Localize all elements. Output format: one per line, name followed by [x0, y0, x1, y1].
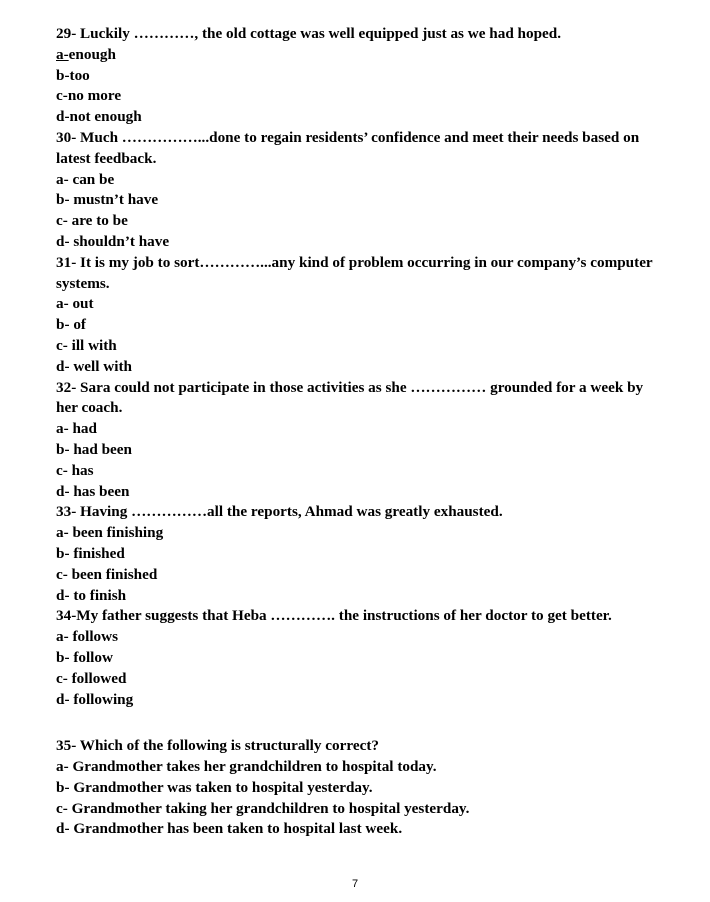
option-text: not enough: [69, 108, 142, 126]
option-text: Grandmother has been taken to hospital last week.: [69, 820, 403, 838]
question-number: 31: [56, 253, 72, 271]
option-a: [56, 757, 656, 778]
option-c: [56, 669, 656, 690]
question-33: [56, 502, 656, 523]
option-letter: d-: [56, 820, 70, 838]
option-d: [56, 232, 656, 253]
option-letter: c-: [56, 799, 68, 817]
option-text: finished: [69, 544, 125, 562]
option-letter: d-: [56, 482, 70, 500]
option-c: [56, 86, 656, 107]
option-letter: d-: [56, 586, 70, 604]
question-30: [56, 128, 656, 170]
option-d: [56, 107, 656, 128]
option-letter: b-: [56, 648, 70, 666]
question-number: 30: [56, 128, 72, 146]
option-text: had: [68, 420, 97, 438]
option-letter: a-: [56, 295, 69, 313]
option-d: [56, 482, 656, 503]
option-d: [56, 819, 656, 840]
option-letter: a-: [56, 524, 69, 542]
option-text: shouldn’t have: [69, 232, 170, 250]
option-letter: c-: [56, 669, 68, 687]
option-text: been finishing: [68, 524, 164, 542]
option-a: [56, 294, 656, 315]
question-29: [56, 24, 656, 45]
option-text: Grandmother takes her grandchildren to hospital today.: [68, 758, 437, 776]
option-letter: d-: [56, 232, 70, 250]
option-text: too: [69, 66, 90, 84]
question-stem: -My father suggests that Heba …………. the instructions of her doctor to get better.: [71, 607, 612, 625]
document-page: [56, 24, 656, 840]
option-letter: b-: [56, 191, 70, 209]
option-b: [56, 778, 656, 799]
option-letter: b-: [56, 440, 70, 458]
option-letter: a-: [56, 420, 69, 438]
option-text: of: [69, 316, 86, 334]
option-text: can be: [68, 170, 115, 188]
option-c: [56, 211, 656, 232]
option-d: [56, 586, 656, 607]
option-a: [56, 627, 656, 648]
option-letter: a-: [56, 170, 69, 188]
option-letter: d-: [56, 690, 70, 708]
option-d: [56, 357, 656, 378]
option-text: to finish: [69, 586, 127, 604]
option-letter: a-: [56, 45, 69, 63]
option-c: [56, 565, 656, 586]
option-letter: a-: [56, 758, 69, 776]
question-stem: - Luckily …………, the old cottage was well equipped just as we had hoped.: [71, 25, 562, 42]
option-text: has: [67, 461, 94, 479]
option-c: [56, 799, 656, 820]
option-text: has been: [69, 482, 130, 500]
option-a: [56, 419, 656, 440]
option-text: ill with: [67, 336, 117, 354]
option-b: [56, 544, 656, 565]
page-number: 7: [351, 878, 359, 890]
question-number: 29: [56, 25, 72, 42]
question-number: 33: [56, 503, 72, 521]
question-stem: - Having ……………all the reports, Ahmad was greatly exhausted.: [71, 503, 503, 521]
option-letter: b-: [56, 66, 70, 84]
option-text: enough: [68, 45, 116, 63]
option-letter: c-: [56, 461, 68, 479]
option-b: [56, 66, 656, 87]
option-b: [56, 648, 656, 669]
blank-line: [56, 710, 656, 736]
option-letter: b-: [56, 316, 70, 334]
option-text: no more: [67, 87, 122, 105]
question-stem: - Sara could not participate in those activities as she …………… grounded for a week by her coach.: [56, 378, 644, 417]
option-a: [56, 45, 656, 66]
option-text: well with: [69, 357, 132, 375]
option-b: [56, 440, 656, 461]
option-text: had been: [69, 440, 132, 458]
question-stem: - It is my job to sort…………...any kind of problem occurring in our company’s computer systems.: [56, 253, 653, 292]
option-text: are to be: [67, 212, 128, 230]
option-letter: c-: [56, 565, 68, 583]
option-d: [56, 690, 656, 711]
option-text: been finished: [67, 565, 158, 583]
option-letter: c-: [56, 212, 68, 230]
option-c: [56, 336, 656, 357]
option-b: [56, 190, 656, 211]
question-31: [56, 253, 656, 295]
option-a: [56, 523, 656, 544]
question-stem: - Much ……………...done to regain residents’ confidence and meet their needs based on latest feedback.: [56, 128, 640, 167]
option-letter: d-: [56, 108, 70, 126]
question-number: 35: [56, 737, 72, 755]
option-text: follow: [69, 648, 113, 666]
option-text: follows: [68, 628, 119, 646]
option-letter: a-: [56, 628, 69, 646]
option-letter: c-: [56, 87, 68, 105]
option-letter: b-: [56, 778, 70, 796]
option-b: [56, 315, 656, 336]
option-letter: d-: [56, 357, 70, 375]
question-32: [56, 378, 656, 420]
option-letter: b-: [56, 544, 70, 562]
option-text: mustn’t have: [69, 191, 159, 209]
option-text: out: [68, 295, 94, 313]
option-text: following: [69, 690, 134, 708]
question-stem: - Which of the following is structurally correct?: [71, 737, 379, 755]
option-text: followed: [67, 669, 127, 687]
question-35: [56, 736, 656, 757]
option-text: Grandmother was taken to hospital yesterday.: [69, 778, 373, 796]
option-letter: c-: [56, 336, 68, 354]
option-text: Grandmother taking her grandchildren to hospital yesterday.: [67, 799, 470, 817]
question-34: [56, 606, 656, 627]
question-number: 32: [56, 378, 72, 396]
option-c: [56, 461, 656, 482]
question-number: 34: [56, 607, 72, 625]
option-a: [56, 170, 656, 191]
